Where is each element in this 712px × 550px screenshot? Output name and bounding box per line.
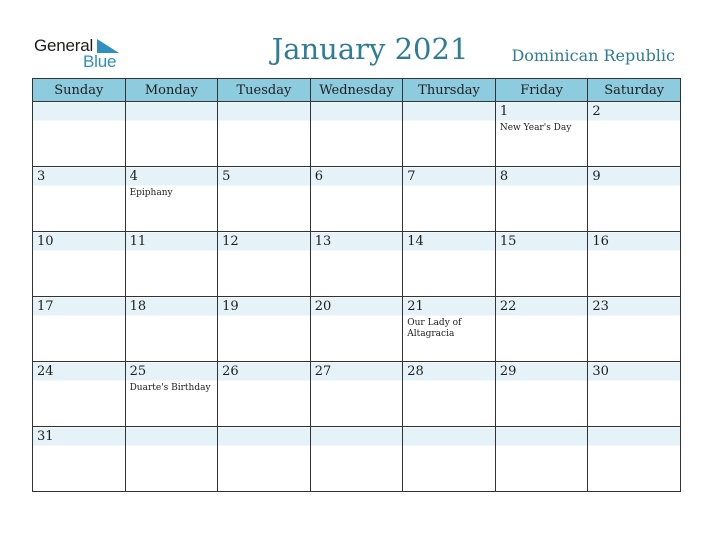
week-row <box>33 297 681 362</box>
day-cell <box>218 167 311 232</box>
day-number <box>126 102 218 121</box>
country-name: Dominican Republic <box>511 46 675 65</box>
day-cell <box>495 362 588 427</box>
day-cell <box>310 232 403 297</box>
day-number <box>403 102 495 121</box>
weekday-header: Friday <box>495 79 588 102</box>
weekday-header: Sunday <box>33 79 126 102</box>
day-cell <box>125 232 218 297</box>
day-number <box>126 427 218 446</box>
week-row <box>33 102 681 167</box>
day-cell <box>495 232 588 297</box>
day-number: 13 <box>314 234 332 249</box>
weekday-header-row <box>33 79 681 102</box>
day-number <box>403 427 495 446</box>
week-row <box>33 232 681 297</box>
weekday-header: Monday <box>125 79 218 102</box>
week-row <box>33 362 681 427</box>
day-cell <box>125 362 218 427</box>
day-cell <box>310 297 403 362</box>
day-number <box>33 102 125 121</box>
day-cell <box>495 297 588 362</box>
day-cell <box>218 362 311 427</box>
day-number: 28 <box>407 364 424 379</box>
day-cell <box>403 297 496 362</box>
day-cell <box>218 232 311 297</box>
day-cell <box>33 297 126 362</box>
holiday-label: Duarte's Birthday <box>129 383 211 393</box>
day-number: 16 <box>592 234 609 249</box>
day-number: 3 <box>37 169 46 184</box>
day-cell <box>495 102 588 167</box>
day-cell <box>125 167 218 232</box>
generalblue-logo <box>34 36 144 70</box>
day-cell <box>588 102 681 167</box>
day-cell <box>218 297 311 362</box>
day-number: 14 <box>407 234 424 249</box>
day-number <box>496 427 588 446</box>
day-number: 21 <box>407 299 424 314</box>
day-cell <box>33 362 126 427</box>
day-cell <box>495 167 588 232</box>
calendar-title: January 2021 <box>271 32 469 66</box>
day-cell <box>33 427 126 492</box>
holiday-label: Our Lady of Altagracia <box>407 318 462 339</box>
day-number: 9 <box>592 169 601 184</box>
day-cell <box>588 297 681 362</box>
day-number: 11 <box>129 234 147 249</box>
logo-text-blue: Blue <box>83 52 117 71</box>
day-number <box>218 427 310 446</box>
day-cell <box>588 427 681 492</box>
day-cell <box>588 362 681 427</box>
day-number: 18 <box>129 299 147 314</box>
day-number: 29 <box>499 364 517 379</box>
day-cell <box>33 102 126 167</box>
day-cell <box>403 102 496 167</box>
calendar-body <box>33 102 681 492</box>
day-cell <box>33 167 126 232</box>
day-cell <box>403 427 496 492</box>
day-cell <box>495 427 588 492</box>
day-cell <box>403 232 496 297</box>
week-row <box>33 167 681 232</box>
day-cell <box>310 167 403 232</box>
day-number <box>311 102 403 121</box>
week-row <box>33 427 681 492</box>
day-number: 2 <box>592 104 601 119</box>
day-number <box>218 102 310 121</box>
day-number: 12 <box>222 234 239 249</box>
day-number: 25 <box>129 364 147 379</box>
weekday-header: Tuesday <box>218 79 311 102</box>
logo-triangle-icon <box>97 39 119 53</box>
day-cell <box>310 427 403 492</box>
day-cell <box>310 102 403 167</box>
day-number: 8 <box>499 169 509 184</box>
day-number: 30 <box>592 364 609 379</box>
day-number: 4 <box>129 169 138 184</box>
day-number: 20 <box>314 299 332 314</box>
day-number: 31 <box>37 429 54 444</box>
holiday-label: New Year's Day <box>499 123 572 133</box>
weekday-header: Saturday <box>588 79 681 102</box>
logo-text-general: General <box>34 36 94 55</box>
holiday-label: Epiphany <box>129 188 173 198</box>
day-number: 27 <box>314 364 332 379</box>
day-number: 1 <box>499 104 509 119</box>
day-cell <box>218 427 311 492</box>
day-cell <box>403 362 496 427</box>
day-cell <box>125 297 218 362</box>
day-number: 6 <box>314 169 323 184</box>
day-cell <box>588 232 681 297</box>
day-number: 10 <box>37 234 54 249</box>
day-number: 22 <box>499 299 517 314</box>
day-number: 26 <box>222 364 239 379</box>
day-number <box>588 427 680 446</box>
day-number: 7 <box>407 169 416 184</box>
day-cell <box>125 427 218 492</box>
day-number: 5 <box>222 169 231 184</box>
day-cell <box>403 167 496 232</box>
day-cell <box>33 232 126 297</box>
day-cell <box>125 102 218 167</box>
day-number: 15 <box>499 234 517 249</box>
day-number: 23 <box>592 299 609 314</box>
calendar-grid <box>32 78 681 492</box>
weekday-header: Wednesday <box>310 79 403 102</box>
day-cell <box>310 362 403 427</box>
day-cell <box>218 102 311 167</box>
day-number: 24 <box>37 364 54 379</box>
day-cell <box>588 167 681 232</box>
day-number: 17 <box>37 299 54 314</box>
day-number: 19 <box>222 299 239 314</box>
weekday-header: Thursday <box>403 79 496 102</box>
day-number <box>311 427 403 446</box>
